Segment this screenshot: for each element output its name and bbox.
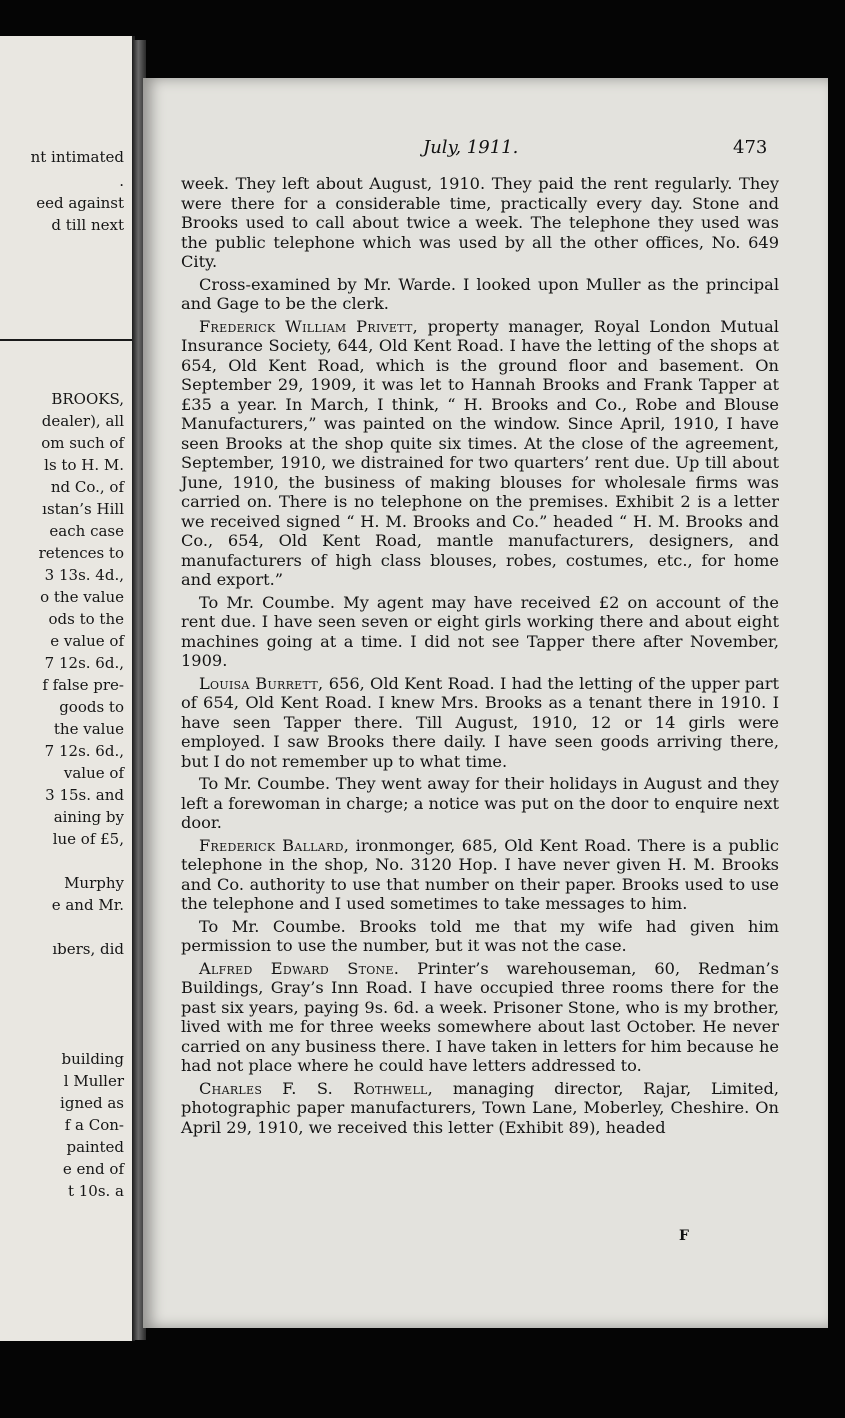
witness-name: Alfred Edward Stone.	[199, 958, 400, 978]
paragraph	[181, 275, 779, 314]
left-page-line: ıbers, did	[52, 940, 124, 958]
paragraph-text: week. They left about August, 1910. They paid the rent regularly. They were there for a considerable time, practically every day. Stone and Brooks used to call about twice a week. The telephone they used was the public telephone which was used by all the other offices, No. 649 City.	[181, 174, 779, 271]
left-page-line: l Muller	[63, 1072, 124, 1090]
paragraph	[181, 674, 779, 772]
left-page-line: ls to H. M.	[44, 456, 124, 474]
left-page-line: ıstan’s Hill	[42, 500, 124, 518]
paragraph-text: 656, Old Kent Road. I had the letting of the upper part of 654, Old Kent Road. I knew Mrs. Brooks as a tenant there in 1910. I have seen Tapper there. Till August, 1910, 12 or 14 girls were employed. I saw Brooks there daily. I have seen goods arriving there, but I do not remember up to what time.	[181, 673, 780, 771]
left-page-line: lue of £5,	[52, 830, 124, 848]
main-page	[143, 78, 828, 1328]
left-page-line: f false pre-	[42, 676, 124, 694]
paragraph	[181, 959, 779, 1076]
left-page-line: nd Co., of	[50, 478, 124, 496]
running-head-date: July, 1911.	[423, 137, 519, 158]
paragraph-text: ironmonger, 685, Old Kent Road. There is a public telephone in the shop, No. 3120 Hop. I have never given H. M. Brooks and Co. authority to use that number on their paper. Brooks used to use the telephone and I used sometimes to take messages to him.	[181, 835, 779, 913]
paragraph-text: To Mr. Coumbe. They went away for their holidays in August and they left a forewoman in charge; a notice was put on the door to enquire next door.	[181, 774, 779, 832]
paragraph-text: To Mr. Coumbe. Brooks told me that my wife had given him permission to use the number, but it was not the case.	[181, 916, 779, 955]
left-page-line: value of	[63, 764, 124, 782]
left-page-line: .	[119, 172, 124, 190]
left-page-line: e and Mr.	[51, 896, 124, 914]
left-page-line: each case	[49, 522, 124, 540]
left-facing-page	[0, 36, 135, 1341]
paragraph	[181, 317, 779, 590]
witness-name: Louisa Burrett,	[199, 673, 324, 693]
body-text	[181, 174, 779, 1140]
left-page-line: the value	[53, 720, 124, 738]
witness-name: Frederick William Privett,	[199, 316, 419, 336]
witness-name: Charles F. S. Rothwell,	[199, 1078, 434, 1098]
left-page-line: ods to the	[48, 610, 124, 628]
running-head	[143, 137, 828, 163]
paragraph	[181, 593, 779, 671]
left-page-line: 3 15s. and	[45, 786, 124, 804]
left-page-line: aining by	[53, 808, 124, 826]
left-page-line: retences to	[38, 544, 124, 562]
paragraph-text: property manager, Royal London Mutual Insurance Society, 644, Old Kent Road. I have the letting of the shops at 654, Old Kent Road, which is the ground floor and basement. On September 29, 1909, it was let to Hannah Brooks and Frank Tapper at £35 a year. In March, I think, “ H. Brooks and Co., Robe and Blouse Manufacturers,” was painted on the window. Since April, 1910, I have seen Brooks at the shop quite six times. At the close of the agreement, September, 1910, we distrained for two quarters’ rent due. Up till about June, 1910, the business of making blouses for wholesale firms was carried on. There is no telephone on the premises. Exhibit 2 is a letter we received signed “ H. M. Brooks and Co.” headed “ H. M. Brooks and Co., 654, Old Kent Road, mantle manufacturers, designers, and manufacturers of high class blouses, robes, costumes, etc., for home and export.”	[181, 316, 779, 589]
paragraph	[181, 774, 779, 833]
left-page-line: 7 12s. 6d.,	[44, 742, 124, 760]
left-page-rule	[0, 339, 132, 341]
left-page-line: dealer), all	[41, 412, 124, 430]
left-page-line: 3 13s. 4d.,	[44, 566, 124, 584]
paragraph	[181, 1079, 779, 1138]
left-page-line: igned as	[60, 1094, 124, 1112]
signature-mark: F	[679, 1228, 689, 1244]
paragraph	[181, 836, 779, 914]
paragraph-text: Cross-examined by Mr. Warde. I looked upon Muller as the principal and Gage to be the clerk.	[181, 274, 779, 313]
paragraph-text: To Mr. Coumbe. My agent may have received £2 on account of the rent due. I have seen seven or eight girls working there and about eight machines going at a time. I did not see Tapper there after November, 1909.	[181, 592, 779, 670]
left-page-line: 7 12s. 6d.,	[44, 654, 124, 672]
left-page-line: Murphy	[64, 874, 124, 892]
left-page-line: goods to	[59, 698, 124, 716]
left-page-line: BROOKS,	[51, 390, 124, 408]
paragraph-text: managing director, Rajar, Limited, photographic paper manufacturers, Town Lane, Moberley, Cheshire. On April 29, 1910, we received this letter (Exhibit 89), headed	[181, 1078, 780, 1137]
left-page-line: o the value	[40, 588, 124, 606]
left-page-line: building	[61, 1050, 124, 1068]
left-page-line: nt intimated	[30, 148, 124, 166]
left-page-line: painted	[66, 1138, 124, 1156]
paragraph-text: Printer’s warehouseman, 60, Redman’s Buildings, Gray’s Inn Road. I have occupied three rooms there for the past six years, paying 9s. 6d. a week. Prisoner Stone, who is my brother, lived with me for three weeks somewhere about last October. He never carried on any business there. I have taken in letters for him because he had not place where he could have letters addressed to.	[181, 958, 779, 1075]
left-page-line: e end of	[62, 1160, 124, 1178]
left-page-line: om such of	[41, 434, 124, 452]
left-page-line: e value of	[50, 632, 124, 650]
page-number: 473	[733, 137, 768, 158]
witness-name: Frederick Ballard,	[199, 835, 350, 855]
left-page-line: eed against	[36, 194, 124, 212]
left-page-line: f a Con-	[64, 1116, 124, 1134]
left-page-line: d till next	[51, 216, 124, 234]
paragraph	[181, 917, 779, 956]
left-page-line: t 10s. a	[67, 1182, 124, 1200]
paragraph	[181, 174, 779, 272]
